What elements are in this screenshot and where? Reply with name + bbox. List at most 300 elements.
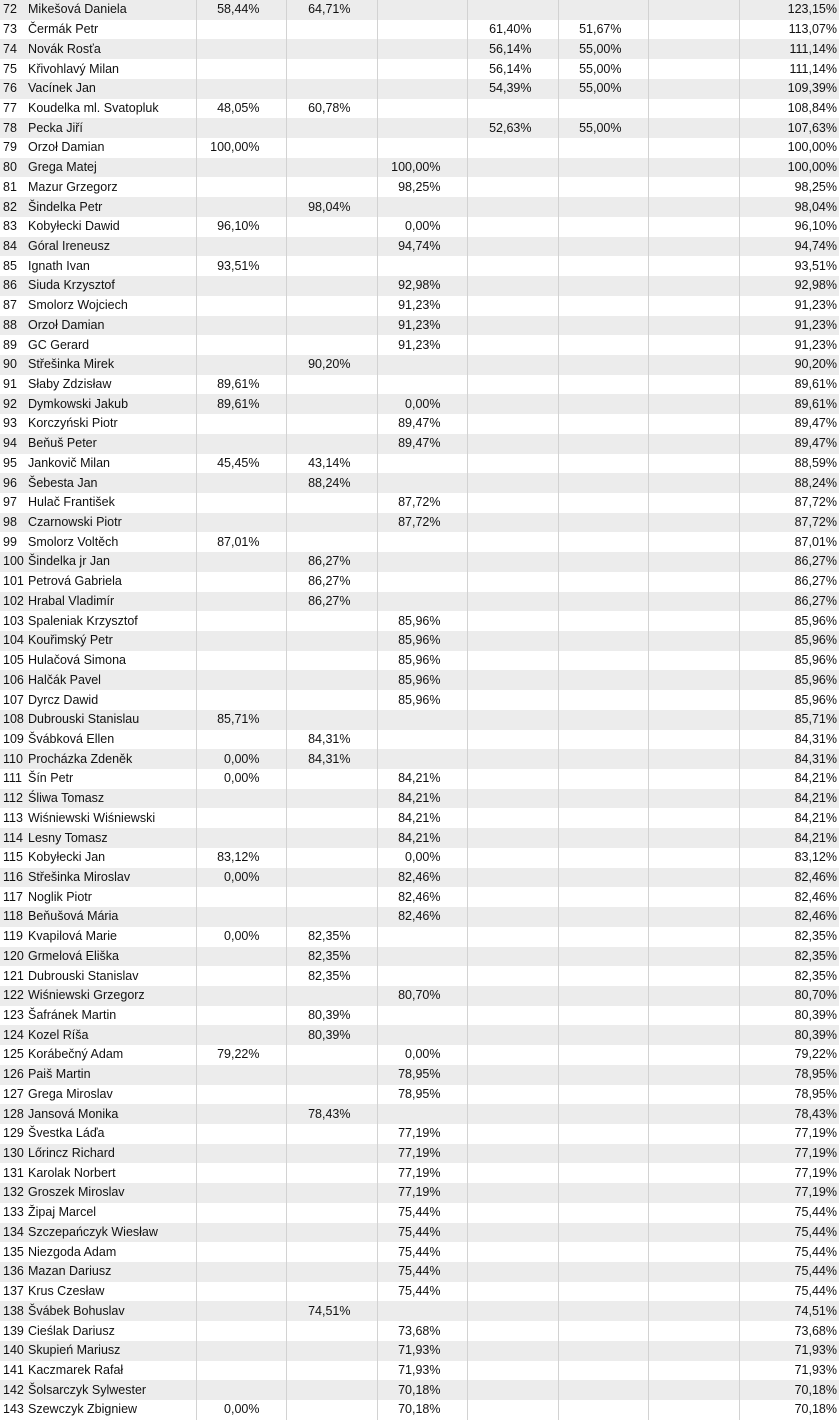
table-row <box>0 197 839 217</box>
score-cell-6 <box>648 572 739 592</box>
name-cell: Karolak Norbert <box>28 1165 116 1180</box>
score-cell-6 <box>648 927 739 947</box>
score-cell-4 <box>467 335 558 355</box>
score-cell-3: 73,68% <box>377 1321 467 1341</box>
rank-cell: 123 <box>3 1008 24 1023</box>
score-cell-6 <box>648 828 739 848</box>
score-cell-3: 92,98% <box>377 276 467 296</box>
score-cell-2 <box>286 848 377 868</box>
score-cell-1 <box>196 1223 286 1243</box>
name-cell: Švábková Ellen <box>28 731 115 746</box>
score-cell-6 <box>648 670 739 690</box>
rank-cell: 84 <box>3 238 17 253</box>
rank-cell: 111 <box>3 771 23 786</box>
rank-cell: 121 <box>3 968 24 983</box>
score-cell-4 <box>467 631 558 651</box>
score-cell-6 <box>648 1262 739 1282</box>
score-cell-1: 93,51% <box>196 256 286 276</box>
table-row <box>0 434 839 454</box>
rank-cell: 129 <box>3 1126 24 1141</box>
score-cell-1 <box>196 1124 286 1144</box>
score-cell-5 <box>558 966 648 986</box>
score-cell-4 <box>467 552 558 572</box>
score-cell-3: 70,18% <box>377 1400 467 1420</box>
score-cell-2 <box>286 375 377 395</box>
name-cell: Čermák Petr <box>28 22 99 37</box>
rank-cell: 108 <box>3 712 24 727</box>
score-cell-3 <box>377 118 467 138</box>
score-cell-3: 85,96% <box>377 631 467 651</box>
rank-cell: 78 <box>3 120 17 135</box>
total-cell: 82,46% <box>739 907 839 927</box>
score-cell-2 <box>286 394 377 414</box>
score-cell-6 <box>648 1223 739 1243</box>
score-cell-5 <box>558 355 648 375</box>
score-cell-6 <box>648 1361 739 1381</box>
score-cell-5 <box>558 158 648 178</box>
score-cell-5 <box>558 1163 648 1183</box>
rank-cell: 114 <box>3 830 23 845</box>
score-cell-2 <box>286 1321 377 1341</box>
score-cell-2 <box>286 1085 377 1105</box>
score-cell-4 <box>467 1361 558 1381</box>
score-cell-3 <box>377 1006 467 1026</box>
score-cell-6 <box>648 730 739 750</box>
rank-cell: 106 <box>3 672 24 687</box>
score-cell-3 <box>377 355 467 375</box>
score-cell-4 <box>467 769 558 789</box>
score-cell-2: 82,35% <box>286 947 377 967</box>
score-cell-6 <box>648 217 739 237</box>
score-cell-4 <box>467 1104 558 1124</box>
total-cell: 98,25% <box>739 177 839 197</box>
table-row <box>0 789 839 809</box>
score-cell-1 <box>196 197 286 217</box>
score-cell-4: 52,63% <box>467 118 558 138</box>
table-row <box>0 828 839 848</box>
total-cell: 70,18% <box>739 1380 839 1400</box>
score-cell-6 <box>648 1341 739 1361</box>
rank-cell: 88 <box>3 317 17 332</box>
total-cell: 89,47% <box>739 414 839 434</box>
score-cell-2 <box>286 1223 377 1243</box>
score-cell-5 <box>558 375 648 395</box>
score-cell-6 <box>648 1183 739 1203</box>
score-cell-2: 98,04% <box>286 197 377 217</box>
score-cell-3: 75,44% <box>377 1223 467 1243</box>
rank-cell: 117 <box>3 889 23 904</box>
score-cell-6 <box>648 907 739 927</box>
score-cell-3: 0,00% <box>377 1045 467 1065</box>
score-cell-4 <box>467 1065 558 1085</box>
score-cell-4 <box>467 1262 558 1282</box>
score-cell-4: 54,39% <box>467 79 558 99</box>
name-cell: Wiśniewski Wiśniewski <box>28 810 156 825</box>
score-cell-3: 100,00% <box>377 158 467 178</box>
score-cell-1 <box>196 1183 286 1203</box>
total-cell: 82,46% <box>739 868 839 888</box>
name-cell: Šolsarczyk Sylwester <box>28 1382 147 1397</box>
total-cell: 88,24% <box>739 473 839 493</box>
table-row <box>0 1361 839 1381</box>
table-row <box>0 927 839 947</box>
name-cell: Šafránek Martin <box>28 1008 117 1023</box>
score-cell-5 <box>558 1085 648 1105</box>
score-cell-5 <box>558 454 648 474</box>
score-cell-4 <box>467 1124 558 1144</box>
score-cell-1 <box>196 966 286 986</box>
name-cell: Skupień Mariusz <box>28 1343 121 1358</box>
score-cell-4 <box>467 986 558 1006</box>
score-cell-4 <box>467 454 558 474</box>
rank-cell: 101 <box>3 574 24 589</box>
score-cell-3: 91,23% <box>377 316 467 336</box>
name-cell: GC Gerard <box>28 337 90 352</box>
score-cell-5 <box>558 1025 648 1045</box>
score-cell-2: 80,39% <box>286 1006 377 1026</box>
name-cell: Smolorz Voltěch <box>28 534 119 549</box>
name-cell: Krus Czesław <box>28 1284 105 1299</box>
total-cell: 85,96% <box>739 690 839 710</box>
score-cell-2 <box>286 316 377 336</box>
score-cell-1: 87,01% <box>196 532 286 552</box>
score-cell-3: 98,25% <box>377 177 467 197</box>
name-cell: Petrová Gabriela <box>28 574 122 589</box>
rank-cell: 136 <box>3 1264 24 1279</box>
score-cell-2 <box>286 532 377 552</box>
total-cell: 86,27% <box>739 592 839 612</box>
total-cell: 100,00% <box>739 138 839 158</box>
score-cell-1 <box>196 158 286 178</box>
total-cell: 94,74% <box>739 237 839 257</box>
score-cell-1 <box>196 20 286 40</box>
rank-cell: 128 <box>3 1106 24 1121</box>
score-cell-5 <box>558 1203 648 1223</box>
score-cell-1 <box>196 1341 286 1361</box>
score-cell-6 <box>648 59 739 79</box>
total-cell: 108,84% <box>739 99 839 119</box>
score-cell-1 <box>196 1203 286 1223</box>
score-cell-6 <box>648 1282 739 1302</box>
score-cell-6 <box>648 789 739 809</box>
score-cell-2 <box>286 256 377 276</box>
name-cell: Korczyński Piotr <box>28 416 118 431</box>
rank-cell: 140 <box>3 1343 24 1358</box>
score-cell-1 <box>196 177 286 197</box>
rank-cell: 107 <box>3 692 24 707</box>
score-cell-2 <box>286 237 377 257</box>
score-cell-4 <box>467 828 558 848</box>
rank-cell: 141 <box>3 1362 24 1377</box>
name-cell: Szewczyk Zbigniew <box>28 1402 138 1417</box>
score-cell-1 <box>196 1025 286 1045</box>
score-cell-3: 94,74% <box>377 237 467 257</box>
table-row <box>0 808 839 828</box>
table-row <box>0 1242 839 1262</box>
score-cell-5 <box>558 99 648 119</box>
table-row <box>0 1341 839 1361</box>
score-cell-5 <box>558 611 648 631</box>
rank-cell: 76 <box>3 81 17 96</box>
score-cell-6 <box>648 1163 739 1183</box>
name-cell: Mikešová Daniela <box>28 2 127 17</box>
name-cell: Kobyłecki Dawid <box>28 219 120 234</box>
table-row <box>0 493 839 513</box>
score-cell-4 <box>467 907 558 927</box>
name-cell: Góral Ireneusz <box>28 238 110 253</box>
score-cell-4 <box>467 1301 558 1321</box>
score-cell-2 <box>286 1242 377 1262</box>
table-row <box>0 39 839 59</box>
score-cell-6 <box>648 611 739 631</box>
score-cell-6 <box>648 592 739 612</box>
rank-cell: 98 <box>3 515 17 530</box>
score-cell-2 <box>286 1203 377 1223</box>
score-cell-5: 55,00% <box>558 118 648 138</box>
score-cell-5 <box>558 335 648 355</box>
score-cell-4 <box>467 710 558 730</box>
score-cell-4 <box>467 1163 558 1183</box>
score-cell-6 <box>648 769 739 789</box>
total-cell: 107,63% <box>739 118 839 138</box>
score-cell-6 <box>648 316 739 336</box>
score-cell-1 <box>196 237 286 257</box>
score-cell-5 <box>558 316 648 336</box>
score-cell-4 <box>467 651 558 671</box>
total-cell: 78,95% <box>739 1065 839 1085</box>
total-cell: 77,19% <box>739 1183 839 1203</box>
name-cell: Žipaj Marcel <box>28 1205 97 1220</box>
score-cell-4 <box>467 158 558 178</box>
score-cell-2 <box>286 79 377 99</box>
name-cell: Ignath Ivan <box>28 258 90 273</box>
total-cell: 71,93% <box>739 1341 839 1361</box>
score-cell-1 <box>196 690 286 710</box>
score-cell-4 <box>467 572 558 592</box>
score-cell-3: 85,96% <box>377 670 467 690</box>
name-cell: Dyrcz Dawid <box>28 692 99 707</box>
score-cell-3: 82,46% <box>377 868 467 888</box>
score-cell-6 <box>648 355 739 375</box>
score-cell-5 <box>558 1183 648 1203</box>
total-cell: 71,93% <box>739 1361 839 1381</box>
name-cell: Korábečný Adam <box>28 1047 124 1062</box>
score-cell-5 <box>558 887 648 907</box>
score-cell-3 <box>377 454 467 474</box>
score-cell-4: 61,40% <box>467 20 558 40</box>
table-row <box>0 355 839 375</box>
table-row <box>0 749 839 769</box>
rank-cell: 134 <box>3 1224 24 1239</box>
table-row <box>0 1380 839 1400</box>
score-cell-5 <box>558 1104 648 1124</box>
table-row <box>0 887 839 907</box>
score-cell-6 <box>648 434 739 454</box>
score-cell-5 <box>558 1045 648 1065</box>
rank-cell: 109 <box>3 731 24 746</box>
score-cell-1 <box>196 1144 286 1164</box>
score-cell-4 <box>467 887 558 907</box>
score-cell-3: 91,23% <box>377 296 467 316</box>
total-cell: 74,51% <box>739 1301 839 1321</box>
score-cell-5 <box>558 710 648 730</box>
table-row <box>0 276 839 296</box>
total-cell: 92,98% <box>739 276 839 296</box>
name-cell: Švestka Láďa <box>28 1126 105 1141</box>
name-cell: Novák Rosťa <box>28 41 101 56</box>
name-cell: Kobyłecki Jan <box>28 850 106 865</box>
total-cell: 89,61% <box>739 375 839 395</box>
score-cell-6 <box>648 1242 739 1262</box>
rank-cell: 83 <box>3 219 17 234</box>
score-cell-4 <box>467 1203 558 1223</box>
score-cell-1 <box>196 316 286 336</box>
score-cell-5 <box>558 197 648 217</box>
score-cell-6 <box>648 0 739 20</box>
score-cell-4 <box>467 1006 558 1026</box>
table-row <box>0 473 839 493</box>
table-row <box>0 1045 839 1065</box>
score-cell-2 <box>286 118 377 138</box>
rank-cell: 86 <box>3 278 17 293</box>
rank-cell: 72 <box>3 2 17 17</box>
score-cell-2 <box>286 434 377 454</box>
rank-cell: 119 <box>3 929 23 944</box>
total-cell: 75,44% <box>739 1223 839 1243</box>
score-cell-4 <box>467 256 558 276</box>
score-cell-3: 75,44% <box>377 1242 467 1262</box>
score-cell-4 <box>467 730 558 750</box>
score-cell-1 <box>196 355 286 375</box>
score-cell-2 <box>286 1361 377 1381</box>
score-cell-3: 82,46% <box>377 887 467 907</box>
rank-cell: 92 <box>3 396 17 411</box>
score-cell-3 <box>377 20 467 40</box>
score-cell-6 <box>648 1400 739 1420</box>
score-cell-1 <box>196 592 286 612</box>
score-cell-3 <box>377 473 467 493</box>
score-cell-2: 64,71% <box>286 0 377 20</box>
score-cell-3 <box>377 749 467 769</box>
name-cell: Paiš Martin <box>28 1067 91 1082</box>
score-cell-4 <box>467 316 558 336</box>
total-cell: 84,31% <box>739 749 839 769</box>
score-cell-5 <box>558 690 648 710</box>
score-cell-1 <box>196 493 286 513</box>
rank-cell: 87 <box>3 298 17 313</box>
score-cell-2 <box>286 217 377 237</box>
score-cell-2 <box>286 808 377 828</box>
table-row <box>0 177 839 197</box>
rank-cell: 138 <box>3 1303 24 1318</box>
score-cell-6 <box>648 296 739 316</box>
score-cell-3: 71,93% <box>377 1361 467 1381</box>
score-cell-1: 0,00% <box>196 927 286 947</box>
score-cell-1: 89,61% <box>196 375 286 395</box>
score-cell-3 <box>377 592 467 612</box>
name-cell: Šín Petr <box>28 771 74 786</box>
score-cell-3: 78,95% <box>377 1065 467 1085</box>
score-cell-5 <box>558 651 648 671</box>
score-cell-2: 86,27% <box>286 592 377 612</box>
score-cell-4 <box>467 927 558 947</box>
score-cell-2 <box>286 20 377 40</box>
score-cell-5 <box>558 1380 648 1400</box>
score-cell-2 <box>286 1124 377 1144</box>
score-cell-3 <box>377 572 467 592</box>
score-cell-3 <box>377 1104 467 1124</box>
score-cell-1 <box>196 947 286 967</box>
score-cell-6 <box>648 394 739 414</box>
score-cell-5 <box>558 1006 648 1026</box>
score-cell-1 <box>196 828 286 848</box>
table-row <box>0 158 839 178</box>
name-cell: Czarnowski Piotr <box>28 515 122 530</box>
name-cell: Grega Matej <box>28 160 97 175</box>
total-cell: 84,21% <box>739 808 839 828</box>
score-cell-2 <box>286 39 377 59</box>
score-cell-5 <box>558 434 648 454</box>
score-cell-6 <box>648 276 739 296</box>
score-cell-2 <box>286 690 377 710</box>
score-cell-6 <box>648 1085 739 1105</box>
total-cell: 85,96% <box>739 651 839 671</box>
total-cell: 111,14% <box>739 39 839 59</box>
score-cell-3 <box>377 947 467 967</box>
score-cell-1 <box>196 1361 286 1381</box>
score-cell-3 <box>377 39 467 59</box>
score-cell-1 <box>196 414 286 434</box>
score-cell-1 <box>196 651 286 671</box>
score-cell-2: 90,20% <box>286 355 377 375</box>
score-cell-2: 84,31% <box>286 749 377 769</box>
score-cell-4 <box>467 237 558 257</box>
score-cell-3: 75,44% <box>377 1262 467 1282</box>
score-cell-6 <box>648 414 739 434</box>
name-cell: Grmelová Eliška <box>28 948 119 963</box>
score-cell-6 <box>648 375 739 395</box>
total-cell: 123,15% <box>739 0 839 20</box>
score-cell-3 <box>377 552 467 572</box>
name-cell: Beňuš Peter <box>28 436 97 451</box>
score-cell-5 <box>558 552 648 572</box>
score-cell-1 <box>196 986 286 1006</box>
score-cell-5 <box>558 1124 648 1144</box>
total-cell: 86,27% <box>739 572 839 592</box>
score-cell-5 <box>558 1144 648 1164</box>
score-cell-5 <box>558 808 648 828</box>
score-cell-1: 79,22% <box>196 1045 286 1065</box>
score-cell-6 <box>648 1380 739 1400</box>
rank-cell: 133 <box>3 1205 24 1220</box>
score-cell-5 <box>558 749 648 769</box>
score-cell-3: 89,47% <box>377 414 467 434</box>
score-cell-2 <box>286 1380 377 1400</box>
total-cell: 89,47% <box>739 434 839 454</box>
name-cell: Spaleniak Krzysztof <box>28 613 138 628</box>
score-cell-3 <box>377 99 467 119</box>
score-cell-5 <box>558 789 648 809</box>
score-cell-4 <box>467 1321 558 1341</box>
table-row <box>0 375 839 395</box>
rank-cell: 122 <box>3 988 24 1003</box>
table-row <box>0 20 839 40</box>
score-cell-6 <box>648 710 739 730</box>
score-cell-2 <box>286 710 377 730</box>
score-cell-2: 82,35% <box>286 927 377 947</box>
rank-cell: 95 <box>3 455 17 470</box>
name-cell: Pecka Jiří <box>28 120 83 135</box>
